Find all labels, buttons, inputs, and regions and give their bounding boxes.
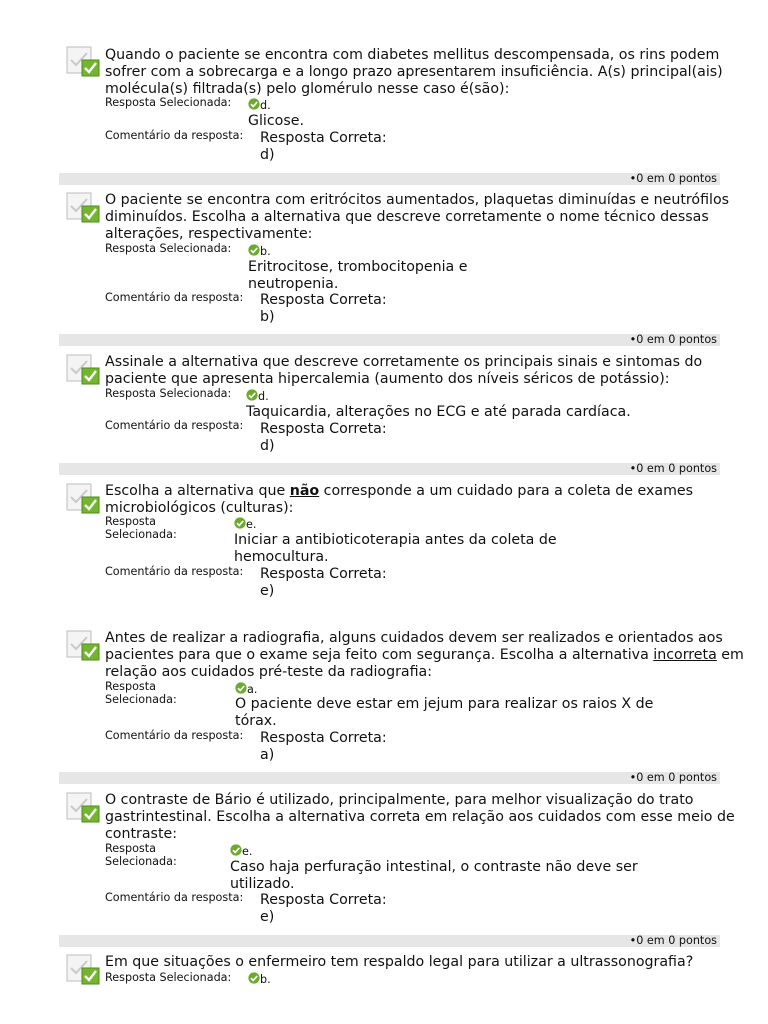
question-text: Quando o paciente se encontra com diabetes mellitus descompensada, os rins podem sofrer com a sobrecarga e a longo prazo apresentarem insuficiência. A(s) principal(ais) molécula(s) filtrada(s) pelo glomérulo nesse caso é(são): [105,47,723,97]
score-bar [59,463,720,475]
correct-answer-label: Resposta Correta: [260,566,387,582]
correct-answer-value: e) [260,583,275,599]
selected-answer-letter: b. [260,973,271,986]
selected-answer-text: Taquicardia, alterações no ECG e até parada cardíaca. [246,404,631,420]
selected-answer-letter: d. [260,99,271,112]
score-bar [59,935,720,947]
correct-answer-label: Resposta Correta: [260,421,387,437]
correct-check-icon [248,244,260,256]
correct-check-icon [248,98,260,110]
answer-comment-label: Comentário da resposta: [105,565,244,578]
selected-answer-letter: a. [247,683,258,696]
selected-answer-letter: b. [260,245,271,258]
question-text: O contraste de Bário é utilizado, principalmente, para melhor visualização do trato gastrintestinal. Escolha a alternativa correta em relação aos cuidados com esse meio de contraste: [105,792,735,842]
selected-answer-label: Resposta [105,515,156,528]
selected-answer-label: Resposta Selecionada: [105,96,232,109]
selected-answer-letter: d. [258,390,269,403]
correct-answer-value: d) [260,438,275,454]
question-correct-icon [66,353,100,385]
question-text: Assinale a alternativa que descreve corretamente os principais sinais e sintomas do paciente que apresenta hipercalemia (aumento dos níveis séricos de potássio): [105,354,703,387]
score-text: •0 em 0 pontos [629,771,717,784]
question-correct-icon [66,191,100,223]
correct-check-icon [230,844,242,856]
selected-answer-text: Caso haja perfuração intestinal, o contraste não deve ser utilizado. [230,859,638,892]
answer-comment-label: Comentário da resposta: [105,291,244,304]
correct-answer-value: a) [260,747,275,763]
question-text: Antes de realizar a radiografia, alguns cuidados devem ser realizados e orientados aos pacientes para que o exame seja feito com segurança. Escolha a alternativa incorreta em relação aos cuidados pré-teste da radiografia: [105,630,744,680]
correct-check-icon [234,517,246,529]
correct-answer-value: d) [260,147,275,163]
answer-comment-label: Comentário da resposta: [105,129,244,142]
correct-answer-value: e) [260,909,275,925]
question-correct-icon [66,791,100,823]
selected-answer-text: Glicose. [248,113,304,129]
answer-comment-label: Comentário da resposta: [105,419,244,432]
selected-answer-label: Resposta [105,842,156,855]
selected-answer-label: Selecionada: [105,528,177,541]
selected-answer-label: Resposta Selecionada: [105,971,232,984]
answer-comment-label: Comentário da resposta: [105,891,244,904]
question-text: Em que situações o enfermeiro tem respaldo legal para utilizar a ultrassonografia? [105,954,694,970]
selected-answer-text: Iniciar a antibioticoterapia antes da coleta de hemocultura. [234,532,557,565]
question-correct-icon [66,45,100,77]
selected-answer-label: Resposta Selecionada: [105,387,232,400]
score-bar [59,772,720,784]
question-correct-icon [66,482,100,514]
score-text: •0 em 0 pontos [629,934,717,947]
question-text: O paciente se encontra com eritrócitos aumentados, plaquetas diminuídas e neutrófilos diminuídos. Escolha a alternativa que descreve corretamente o nome técnico dessas alterações, respectivamente: [105,192,730,242]
correct-answer-label: Resposta Correta: [260,730,387,746]
question-text: Escolha a alternativa que não corresponde a um cuidado para a coleta de exames microbiológicos (culturas): [105,483,694,516]
selected-answer-letter: e. [242,845,253,858]
score-text: •0 em 0 pontos [629,172,717,185]
selected-answer-label: Selecionada: [105,855,177,868]
correct-check-icon [235,682,247,694]
correct-answer-label: Resposta Correta: [260,892,387,908]
correct-answer-label: Resposta Correta: [260,130,387,146]
question-correct-icon [66,629,100,661]
score-bar [59,334,720,346]
score-bar [59,173,720,185]
selected-answer-label: Resposta Selecionada: [105,242,232,255]
selected-answer-label: Resposta [105,680,156,693]
answer-comment-label: Comentário da resposta: [105,729,244,742]
correct-answer-value: b) [260,309,275,325]
selected-answer-text: O paciente deve estar em jejum para realizar os raios X de tórax. [235,696,654,729]
selected-answer-letter: e. [246,518,257,531]
score-text: •0 em 0 pontos [629,462,717,475]
score-text: •0 em 0 pontos [629,333,717,346]
correct-check-icon [246,389,258,401]
question-correct-icon [66,953,100,985]
correct-answer-label: Resposta Correta: [260,292,387,308]
selected-answer-text: Eritrocitose, trombocitopenia e neutropenia. [248,259,468,292]
selected-answer-label: Selecionada: [105,693,177,706]
correct-check-icon [248,972,260,984]
